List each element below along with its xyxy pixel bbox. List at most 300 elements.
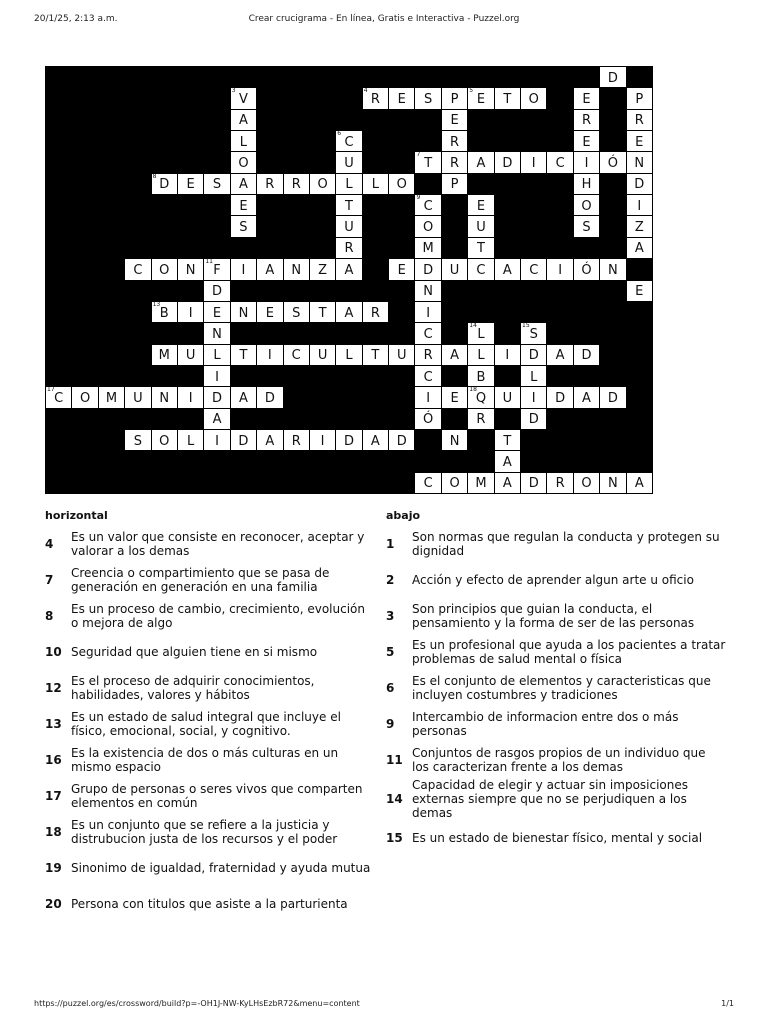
grid-block <box>310 473 335 493</box>
grid-block <box>495 323 520 343</box>
grid-letter-cell <box>125 259 150 279</box>
grid-letter: R <box>344 241 354 257</box>
grid-letter-cell <box>152 430 177 450</box>
grid-letter-cell <box>257 174 282 194</box>
grid-letter-cell <box>415 473 440 493</box>
grid-block <box>72 88 97 108</box>
grid-letter-cell <box>442 174 467 194</box>
grid-letter: N <box>185 262 196 278</box>
grid-block <box>521 281 546 301</box>
grid-block <box>336 88 361 108</box>
clue-number: 12 <box>45 681 62 695</box>
grid-block <box>600 88 625 108</box>
grid-letter: T <box>503 92 512 108</box>
grid-letter: T <box>318 305 327 321</box>
grid-block <box>46 473 71 493</box>
grid-letter-cell <box>627 281 652 301</box>
grid-block <box>336 387 361 407</box>
grid-letter: Ó <box>607 156 619 172</box>
grid-letter-cell <box>204 430 229 450</box>
grid-block <box>152 281 177 301</box>
grid-block <box>600 323 625 343</box>
clue-item <box>45 814 375 850</box>
grid-letter: S <box>292 305 301 321</box>
grid-block <box>363 195 388 215</box>
grid-letter: B <box>159 305 169 321</box>
grid-letter: H <box>581 177 592 193</box>
grid-block <box>547 110 572 130</box>
grid-letter: R <box>634 113 644 129</box>
grid-block <box>72 238 97 258</box>
grid-block <box>231 281 256 301</box>
grid-letter-cell <box>468 366 493 386</box>
grid-letter: I <box>320 433 325 449</box>
grid-block <box>284 473 309 493</box>
grid-letter: E <box>397 262 406 278</box>
grid-block <box>442 67 467 87</box>
grid-letter-cell <box>336 345 361 365</box>
grid-letter-cell <box>547 387 572 407</box>
grid-letter-cell <box>521 387 546 407</box>
grid-letter-cell <box>284 302 309 322</box>
grid-letter-cell <box>574 387 599 407</box>
horizontal-clues <box>45 509 375 922</box>
grid-letter-cell <box>442 131 467 151</box>
grid-letter-cell <box>600 67 625 87</box>
grid-block <box>257 409 282 429</box>
grid-block <box>178 323 203 343</box>
grid-letter-cell <box>415 345 440 365</box>
grid-block <box>415 174 440 194</box>
clue-number: 10 <box>45 645 62 659</box>
grid-block <box>547 174 572 194</box>
grid-letter-cell <box>468 195 493 215</box>
grid-letter: C <box>133 262 143 278</box>
grid-block <box>125 323 150 343</box>
grid-letter-cell <box>600 152 625 172</box>
grid-block <box>468 110 493 130</box>
clue-number: 8 <box>152 172 157 180</box>
grid-letter: C <box>423 198 433 214</box>
grid-letter: Z <box>318 262 328 278</box>
grid-block <box>468 67 493 87</box>
grid-letter: A <box>265 433 275 449</box>
grid-letter-cell <box>627 238 652 258</box>
grid-letter: M <box>105 390 118 406</box>
grid-letter-cell <box>468 238 493 258</box>
grid-block <box>521 451 546 471</box>
grid-block <box>389 216 414 236</box>
grid-letter: N <box>634 156 645 172</box>
grid-letter: T <box>239 348 248 364</box>
grid-letter: Q <box>475 390 487 406</box>
grid-letter: U <box>344 220 354 236</box>
grid-letter-cell <box>231 259 256 279</box>
grid-letter: D <box>528 476 539 492</box>
grid-block <box>521 430 546 450</box>
grid-letter: A <box>265 262 275 278</box>
grid-block <box>600 131 625 151</box>
grid-letter: A <box>476 156 486 172</box>
crossword-grid <box>45 66 653 494</box>
grid-letter-cell <box>231 195 256 215</box>
grid-letter: M <box>422 241 434 257</box>
grid-letter-cell <box>415 323 440 343</box>
grid-block <box>574 366 599 386</box>
page-title: Crear crucigrama - En línea, Gratis e Interactiva - Puzzel.org <box>248 14 520 24</box>
grid-letter-cell <box>442 259 467 279</box>
grid-letter-cell <box>257 302 282 322</box>
grid-letter: D <box>212 284 223 300</box>
grid-letter-cell <box>231 302 256 322</box>
grid-letter: I <box>215 369 219 385</box>
grid-block <box>336 451 361 471</box>
grid-block <box>547 238 572 258</box>
grid-letter: B <box>476 369 486 385</box>
grid-letter: O <box>528 92 539 108</box>
grid-letter: U <box>449 262 460 278</box>
grid-block <box>125 473 150 493</box>
grid-block <box>231 366 256 386</box>
grid-letter: I <box>531 156 536 172</box>
page-number: 1/1 <box>721 999 734 1008</box>
grid-block <box>72 430 97 450</box>
grid-block <box>257 216 282 236</box>
horizontal-heading: horizontal <box>45 509 108 522</box>
grid-letter-cell <box>152 387 177 407</box>
grid-block <box>46 67 71 87</box>
grid-letter: D <box>607 390 618 406</box>
grid-block <box>72 174 97 194</box>
grid-block <box>442 366 467 386</box>
grid-block <box>521 110 546 130</box>
grid-block <box>363 216 388 236</box>
grid-block <box>363 67 388 87</box>
clue-item <box>386 706 726 742</box>
grid-letter: C <box>54 390 64 406</box>
clue-number: 18 <box>45 825 62 839</box>
grid-block <box>46 366 71 386</box>
grid-letter: C <box>423 476 433 492</box>
clue-text: Son normas que regulan la conducta y protegen su dignidad <box>412 530 720 558</box>
grid-block <box>363 238 388 258</box>
grid-block <box>257 473 282 493</box>
grid-letter: S <box>133 433 142 449</box>
grid-letter-cell <box>574 152 599 172</box>
grid-block <box>178 216 203 236</box>
grid-letter: S <box>212 177 222 193</box>
grid-block <box>99 409 124 429</box>
grid-letter: D <box>343 433 354 449</box>
grid-block <box>46 131 71 151</box>
grid-block <box>72 473 97 493</box>
clue-number: 13 <box>152 300 161 308</box>
grid-block <box>600 430 625 450</box>
grid-block <box>521 302 546 322</box>
clue-number: 4 <box>45 537 54 551</box>
grid-block <box>495 216 520 236</box>
grid-block <box>46 323 71 343</box>
clue-item <box>386 778 726 820</box>
grid-block <box>99 302 124 322</box>
grid-letter-cell <box>468 88 493 108</box>
grid-letter-cell <box>231 152 256 172</box>
grid-block <box>72 67 97 87</box>
grid-letter-cell <box>415 409 440 429</box>
grid-block <box>99 259 124 279</box>
grid-block <box>204 67 229 87</box>
clue-item <box>45 598 375 634</box>
grid-block <box>204 131 229 151</box>
grid-letter-cell <box>442 110 467 130</box>
grid-block <box>363 387 388 407</box>
grid-letter-cell <box>495 451 520 471</box>
grid-letter-cell <box>125 430 150 450</box>
grid-block <box>125 152 150 172</box>
grid-letter: C <box>423 369 433 385</box>
grid-letter: D <box>396 433 407 449</box>
grid-letter: O <box>238 156 249 172</box>
grid-letter: A <box>344 262 354 278</box>
clue-number: 17 <box>45 789 62 803</box>
grid-letter-cell <box>152 259 177 279</box>
grid-block <box>389 67 414 87</box>
grid-letter-cell <box>389 88 414 108</box>
clue-text: Creencia o compartimiento que se pasa de generación en generación en una familia <box>71 566 330 594</box>
grid-letter: D <box>264 390 275 406</box>
grid-letter-cell <box>99 387 124 407</box>
grid-block <box>257 323 282 343</box>
clue-number: 7 <box>45 573 54 587</box>
grid-letter-cell <box>363 174 388 194</box>
clue-item <box>386 562 726 598</box>
grid-letter-cell <box>442 473 467 493</box>
grid-block <box>99 281 124 301</box>
grid-letter: R <box>265 177 275 193</box>
grid-block <box>363 366 388 386</box>
grid-letter-cell <box>574 110 599 130</box>
grid-letter: A <box>238 113 248 129</box>
grid-block <box>600 451 625 471</box>
grid-block <box>363 323 388 343</box>
grid-block <box>178 152 203 172</box>
grid-block <box>231 323 256 343</box>
grid-block <box>310 131 335 151</box>
clue-number: 17 <box>47 386 55 394</box>
down-clues <box>386 509 726 856</box>
clue-item <box>45 850 375 886</box>
grid-block <box>178 366 203 386</box>
clue-number: 4 <box>363 87 368 95</box>
grid-block <box>72 281 97 301</box>
grid-block <box>574 451 599 471</box>
grid-block <box>152 67 177 87</box>
grid-letter-cell <box>627 195 652 215</box>
grid-block <box>99 345 124 365</box>
grid-letter-cell <box>415 259 440 279</box>
clue-number: 18 <box>469 386 477 394</box>
clue-text: Es un conjunto que se refiere a la justicia y distrubucion justa de los recursos y el poder <box>71 818 338 846</box>
grid-block <box>257 451 282 471</box>
grid-letter: E <box>476 198 486 214</box>
grid-block <box>46 409 71 429</box>
grid-letter: I <box>188 390 193 406</box>
grid-block <box>495 366 520 386</box>
grid-block <box>574 323 599 343</box>
grid-letter-cell <box>468 259 493 279</box>
grid-block <box>627 67 652 87</box>
grid-letter: D <box>634 177 645 193</box>
grid-letter: O <box>581 198 592 214</box>
grid-letter-cell <box>600 473 625 493</box>
grid-block <box>574 238 599 258</box>
footer-url: https://puzzel.org/es/crossword/build?p=-OH1J-NW-KyLHsEzbR72&menu=content <box>34 999 360 1008</box>
grid-letter-cell <box>468 216 493 236</box>
grid-block <box>600 195 625 215</box>
grid-block <box>574 302 599 322</box>
grid-block <box>336 281 361 301</box>
grid-letter: I <box>215 433 219 449</box>
grid-letter: M <box>475 476 487 492</box>
grid-letter: R <box>450 156 460 172</box>
grid-letter: L <box>239 134 248 150</box>
grid-letter: D <box>528 412 539 428</box>
grid-block <box>284 88 309 108</box>
grid-block <box>46 88 71 108</box>
grid-letter: P <box>635 92 644 108</box>
clue-number: 5 <box>386 645 395 659</box>
grid-block <box>495 302 520 322</box>
grid-letter-cell <box>415 88 440 108</box>
grid-letter: N <box>238 305 249 321</box>
grid-block <box>257 152 282 172</box>
grid-letter-cell <box>521 152 546 172</box>
grid-letter: I <box>558 262 563 278</box>
grid-letter: A <box>370 433 380 449</box>
grid-letter-cell <box>627 110 652 130</box>
clue-item <box>386 634 726 670</box>
grid-letter-cell <box>152 345 177 365</box>
grid-block <box>46 216 71 236</box>
clue-number: 1 <box>386 537 395 551</box>
grid-letter-cell <box>284 259 309 279</box>
grid-letter-cell <box>495 345 520 365</box>
grid-letter-cell <box>495 88 520 108</box>
grid-block <box>99 131 124 151</box>
clue-text: Es un estado de bienestar físico, mental y social <box>412 831 703 845</box>
grid-block <box>547 195 572 215</box>
grid-block <box>600 216 625 236</box>
grid-block <box>152 473 177 493</box>
grid-letter-cell <box>178 430 203 450</box>
grid-block <box>363 152 388 172</box>
grid-block <box>574 281 599 301</box>
clue-number: 13 <box>45 717 62 731</box>
grid-block <box>495 174 520 194</box>
grid-letter-cell <box>547 259 572 279</box>
grid-letter-cell <box>363 302 388 322</box>
grid-block <box>310 110 335 130</box>
grid-letter: E <box>635 284 644 300</box>
grid-block <box>178 451 203 471</box>
grid-letter: A <box>555 348 565 364</box>
grid-letter-cell <box>178 259 203 279</box>
grid-letter-cell <box>521 88 546 108</box>
clue-number: 6 <box>386 681 395 695</box>
grid-block <box>72 259 97 279</box>
grid-letter-cell <box>600 387 625 407</box>
grid-block <box>284 238 309 258</box>
clue-number: 2 <box>386 573 395 587</box>
clue-text: Son principios que guian la conducta, el pensamiento y la forma de ser de las personas <box>412 602 695 630</box>
grid-letter-cell <box>521 259 546 279</box>
grid-block <box>389 451 414 471</box>
grid-block <box>257 110 282 130</box>
grid-block <box>178 110 203 130</box>
grid-letter-cell <box>468 152 493 172</box>
grid-letter: E <box>450 390 459 406</box>
grid-letter-cell <box>415 366 440 386</box>
grid-block <box>152 110 177 130</box>
clue-item <box>45 778 375 814</box>
clue-number: 15 <box>522 322 530 330</box>
clue-number: 7 <box>416 151 421 159</box>
grid-letter-cell <box>415 281 440 301</box>
grid-letter: E <box>397 92 406 108</box>
clue-text: Seguridad que alguien tiene en si mismo <box>71 645 318 659</box>
grid-letter: E <box>239 198 248 214</box>
grid-block <box>627 387 652 407</box>
grid-block <box>46 281 71 301</box>
grid-block <box>363 281 388 301</box>
clue-number: 5 <box>469 87 474 95</box>
grid-letter-cell <box>600 259 625 279</box>
grid-block <box>284 131 309 151</box>
grid-block <box>600 281 625 301</box>
grid-block <box>284 387 309 407</box>
grid-block <box>336 366 361 386</box>
grid-block <box>284 366 309 386</box>
grid-letter: F <box>213 262 221 278</box>
grid-block <box>72 110 97 130</box>
grid-letter: D <box>581 348 592 364</box>
grid-letter: E <box>582 92 591 108</box>
grid-letter-cell <box>574 216 599 236</box>
grid-block <box>125 110 150 130</box>
grid-letter-cell <box>547 473 572 493</box>
grid-block <box>152 88 177 108</box>
grid-block <box>204 110 229 130</box>
grid-letter-cell <box>521 409 546 429</box>
grid-letter-cell <box>231 216 256 236</box>
grid-letter-cell <box>442 430 467 450</box>
grid-block <box>389 110 414 130</box>
grid-block <box>442 216 467 236</box>
grid-block <box>600 238 625 258</box>
grid-block <box>310 67 335 87</box>
grid-letter-cell <box>363 430 388 450</box>
grid-block <box>284 152 309 172</box>
grid-letter: U <box>133 390 143 406</box>
grid-block <box>72 216 97 236</box>
grid-block <box>468 302 493 322</box>
grid-letter: R <box>450 134 460 150</box>
grid-block <box>415 430 440 450</box>
grid-block <box>125 67 150 87</box>
grid-block <box>204 216 229 236</box>
grid-letter-cell <box>178 387 203 407</box>
grid-letter-cell <box>415 152 440 172</box>
